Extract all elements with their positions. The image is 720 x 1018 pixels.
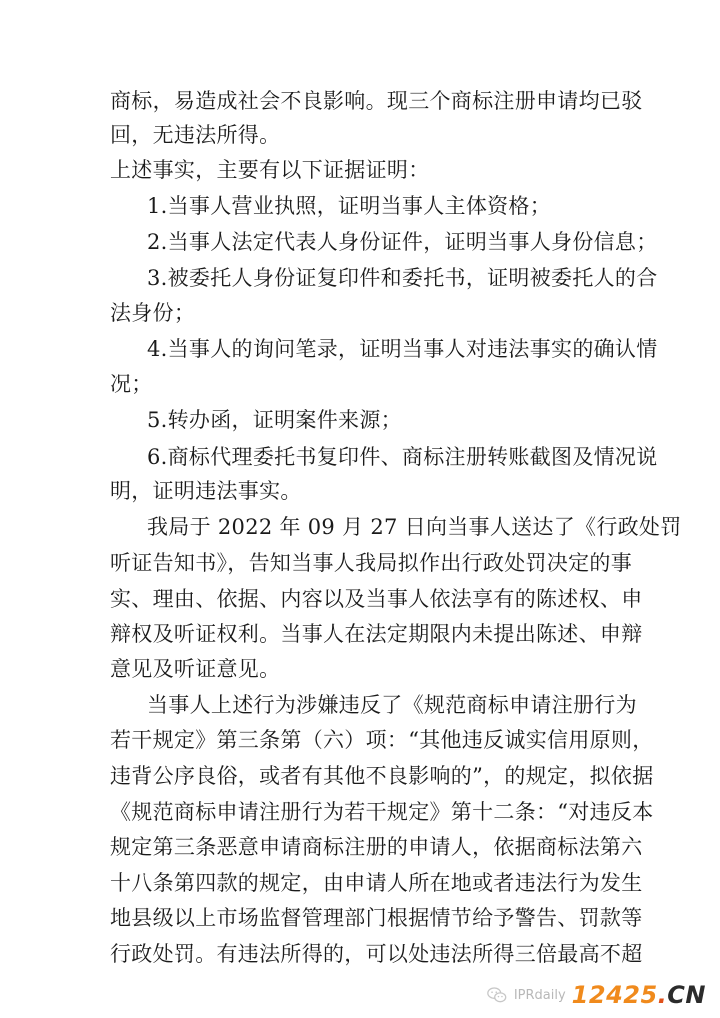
text-line: 上述事实，主要有以下证据证明： <box>110 158 430 182</box>
text-line: 6.商标代理委托书复印件、商标注册转账截图及情况说 <box>147 445 658 469</box>
text-line: 况； <box>110 372 153 396</box>
text-line: 1.当事人营业执照，证明当事人主体资格； <box>147 194 552 218</box>
text-line: 《规范商标申请注册行为若干规定》第十二条：“对违反本 <box>110 800 654 824</box>
text-line: 违背公序良俗，或者有其他不良影响的”，的规定，拟依据 <box>110 764 654 788</box>
text-line: 辩权及听证权利。当事人在法定期限内未提出陈述、申辩 <box>110 622 643 646</box>
text-line: 回，无违法所得。 <box>110 123 281 147</box>
text-line: 意见及听证意见。 <box>110 657 281 681</box>
text-line: 若干规定》第三条第（六）项：“其他违反诚实信用原则， <box>110 728 654 752</box>
text-line: 规定第三条恶意申请商标注册的申请人，依据商标法第六 <box>110 835 643 859</box>
text-line: 地县级以上市场监督管理部门根据情节给予警告、罚款等 <box>110 906 643 930</box>
text-line: 法身份； <box>110 301 196 325</box>
text-line: 5.转办函，证明案件来源； <box>147 408 402 432</box>
text-line: 实、理由、依据、内容以及当事人依法享有的陈述权、申 <box>110 587 643 611</box>
site-logo-number: 12425 <box>571 981 658 1009</box>
text-line: 我局于 2022 年 09 月 27 日向当事人送达了《行政处罚 <box>147 515 682 539</box>
text-line: 2.当事人法定代表人身份证件，证明当事人身份信息； <box>147 230 658 254</box>
text-line: 明，证明违法事实。 <box>110 479 302 503</box>
site-logo-dot: . <box>657 981 668 1009</box>
text-line: 行政处罚。有违法所得的，可以处违法所得三倍最高不超 <box>110 942 643 966</box>
watermark-text: IPRdaily <box>513 987 566 1003</box>
text-line: 当事人上述行为涉嫌违反了《规范商标申请注册行为 <box>147 693 637 717</box>
text-line: 3.被委托人身份证复印件和委托书，证明被委托人的合 <box>147 266 658 290</box>
text-line: 听证告知书》，告知当事人我局拟作出行政处罚决定的事 <box>110 551 632 575</box>
text-line: 十八条第四款的规定，由申请人所在地或者违法行为发生 <box>110 871 643 895</box>
watermark <box>486 978 706 1012</box>
wechat-icon <box>486 984 508 1006</box>
text-line: 商标，易造成社会不良影响。现三个商标注册申请均已驳 <box>110 89 643 113</box>
site-logo <box>572 981 706 1009</box>
site-logo-suffix: CN <box>667 981 706 1009</box>
text-line: 4.当事人的询问笔录，证明当事人对违法事实的确认情 <box>147 337 658 361</box>
